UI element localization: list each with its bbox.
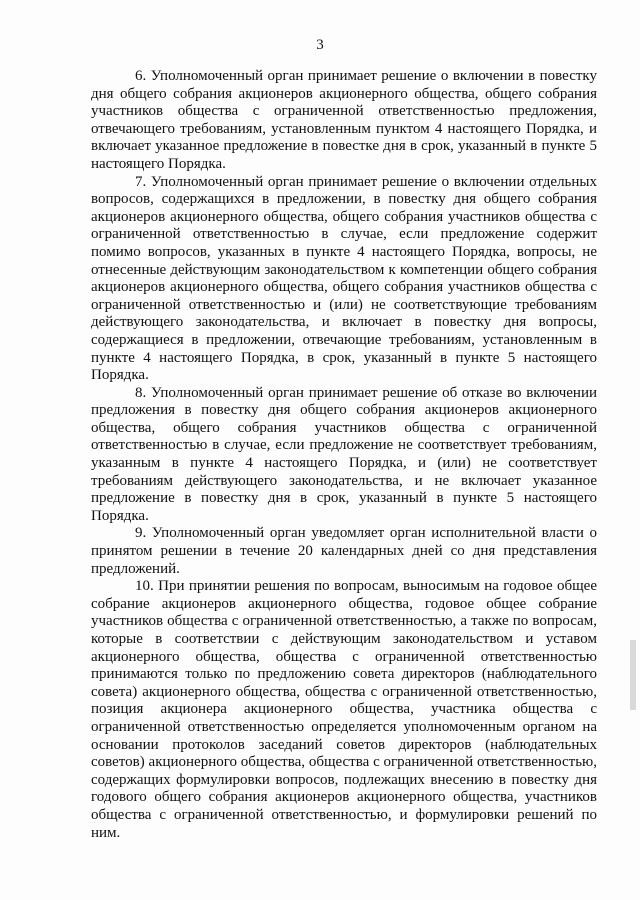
paragraph-6: 6. Уполномоченный орган принимает решение о включении в повестку дня общего собрания акционеров акционерного общества, общего собрания участников общества с ограниченной ответственностью предложения, отвечающего требованиям, установленным пунктом 4 настоящего Порядка, и включает указанное предложение в повестке дня в срок, указанный в пункте 5 настоящего Порядка.: [91, 68, 597, 172]
page-number: 3: [316, 37, 324, 53]
scan-edge-mark: [630, 640, 636, 710]
paragraph-8: 8. Уполномоченный орган принимает решение об отказе во включении предложения в повестку дня общего собрания акционеров акционерного общества, общего собрания участников общества с ограниченной ответственностью в случае, если предложение не соответствует требованиям, указанным в пункте 4 настоящего Порядка, и (или) не соответствует требованиям действующего законодательства, и не включает указанное предложение в повестку дня в срок, указанный в пункте 5 настоящего Порядка.: [91, 384, 597, 524]
document-body: [91, 68, 597, 842]
paragraph-7: 7. Уполномоченный орган принимает решение о включении отдельных вопросов, содержащихся в предложении, в повестку дня общего собрания акционеров акционерного общества, общего собрания участников общества с ограниченной ответственностью в случае, если предложение содержит помимо вопросов, указанных в пункте 4 настоящего Порядка, вопросы, не отнесенные действующим законодательством к компетенции общего собрания акционеров акционерного общества, общего собрания участников общества с ограниченной ответственностью и (или) не соответствующие требованиям действующего законодательства, и включает в повестку дня вопросы, содержащиеся в предложении, отвечающие требованиям, установленным в пункте 4 настоящего Порядка, в срок, указанный в пункте 5 настоящего Порядка.: [91, 173, 597, 384]
paragraph-10: 10. При принятии решения по вопросам, выносимым на годовое общее собрание акционеров акционерного общества, годовое общее собрание участников общества с ограниченной ответственностью, а также по вопросам, которые в соответствии с действующим законодательством и уставом акционерного общества, общества с ограниченной ответственностью принимаются только по предложению совета директоров (наблюдательного совета) акционерного общества, общества с ограниченной ответственностью, позиция акционера акционерного общества, участника общества с ограниченной ответственностью определяется уполномоченным органом на основании протоколов заседаний советов директоров (наблюдательных советов) акционерного общества, общества с ограниченной ответственностью, содержащих формулировки вопросов, подлежащих внесению в повестку дня годового общего собрания акционеров акционерного общества, участников общества с ограниченной ответственностью, и формулировки решений по ним.: [91, 578, 597, 841]
paragraph-9: 9. Уполномоченный орган уведомляет орган исполнительной власти о принятом решении в течение 20 календарных дней со дня представления предложений.: [91, 525, 597, 577]
